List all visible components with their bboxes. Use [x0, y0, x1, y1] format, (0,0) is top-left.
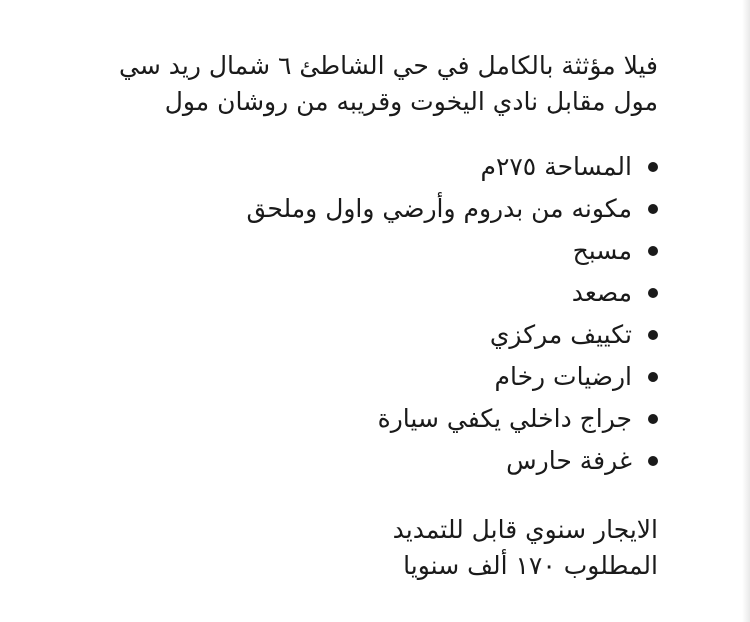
- bullet-icon: [648, 330, 658, 340]
- feature-pool: مسبح: [572, 236, 632, 265]
- list-item: [98, 440, 658, 482]
- list-item: [98, 356, 658, 398]
- feature-floors: مكونه من بدروم وأرضي واول وملحق: [246, 194, 632, 223]
- bullet-icon: [648, 414, 658, 424]
- feature-area: المساحة ٢٧٥م: [480, 152, 632, 181]
- list-item: [98, 314, 658, 356]
- feature-ac: تكييف مركزي: [489, 320, 632, 349]
- bullet-icon: [648, 288, 658, 298]
- list-item: [98, 146, 658, 188]
- bullet-icon: [648, 246, 658, 256]
- features-list: [98, 146, 658, 482]
- listing-text: [98, 48, 658, 584]
- list-item: [98, 188, 658, 230]
- price: المطلوب ١٧٠ ألف سنويا: [403, 551, 658, 580]
- feature-marble: ارضيات رخام: [494, 362, 632, 391]
- heading-line-1: فيلا مؤثثة بالكامل في حي الشاطئ ٦ شمال ريد سي: [119, 51, 658, 80]
- rent-terms: الايجار سنوي قابل للتمديد: [392, 515, 658, 544]
- bullet-icon: [648, 204, 658, 214]
- bullet-icon: [648, 372, 658, 382]
- list-item: [98, 398, 658, 440]
- list-item: [98, 272, 658, 314]
- feature-guard-room: غرفة حارس: [506, 446, 632, 475]
- page-edge-shadow: [742, 0, 750, 622]
- bullet-icon: [648, 456, 658, 466]
- feature-elevator: مصعد: [571, 278, 632, 307]
- heading-line-2: مول مقابل نادي اليخوت وقريبه من روشان مول: [164, 87, 658, 116]
- bullet-icon: [648, 162, 658, 172]
- listing-heading: [98, 48, 658, 120]
- listing-footer: [98, 512, 658, 584]
- feature-garage: جراج داخلي يكفي سيارة: [377, 404, 632, 433]
- list-item: [98, 230, 658, 272]
